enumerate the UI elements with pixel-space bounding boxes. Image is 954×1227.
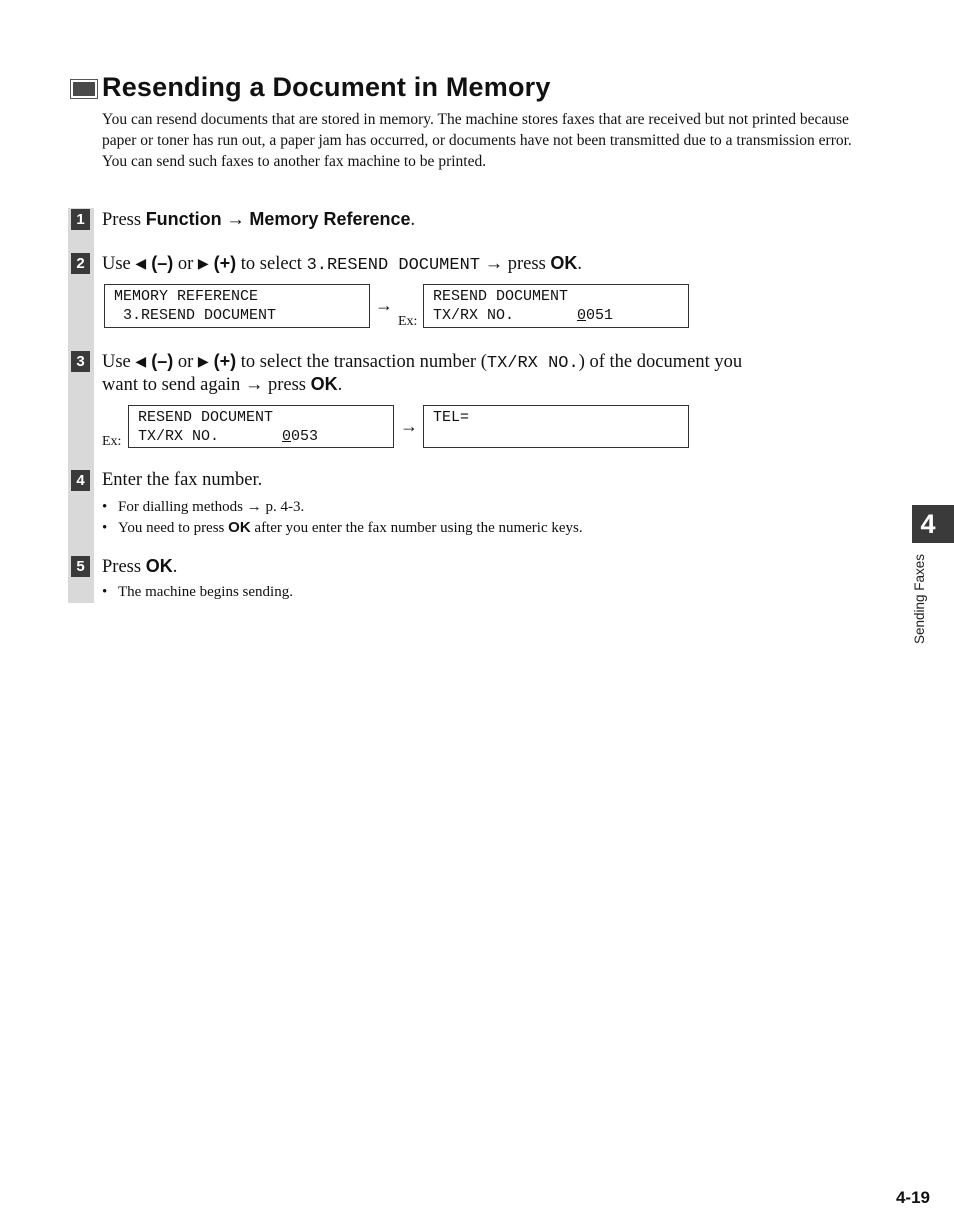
arrow-icon: → [484,254,504,274]
ok-key-label: OK [228,519,251,536]
left-triangle-icon: ◀ [135,353,147,369]
step-1-text: Press Function → Memory Reference. [102,209,416,230]
function-key-label: Function [145,209,222,229]
chapter-side-label: Sending Faxes [912,553,927,645]
bullet-item: • The machine begins sending. [102,584,293,600]
step-4-text: Enter the fax number. [102,470,263,490]
intro-paragraph-1: You can resend documents that are stored in memory. The machine stores faxes that are received but not printed because paper or toner has run out, a paper jam has occurred, or documents have not been transmitted due to a transmission error. [102,111,852,149]
lcd-display: RESEND DOCUMENT TX/RX NO. 0051 [423,284,689,328]
lcd-display: TEL= [423,405,689,448]
menu-item-code: 3.RESEND DOCUMENT [306,256,480,275]
chapter-tab: 4 [912,505,954,543]
step-2-text: Use ◀ (–) or ▶ (+) to select 3.RESEND DOCUMENT → press OK. [102,253,583,275]
step-3-text-line-2: want to send again → press OK. [102,374,343,395]
arrow-icon: → [375,295,393,315]
lcd-display: RESEND DOCUMENT TX/RX NO. 0053 [128,405,394,448]
arrow-icon: → [400,416,418,436]
page-number: 4-19 [895,1188,930,1207]
title-marker-icon [70,79,98,99]
intro-paragraph-2: You can send such faxes to another fax machine to be printed. [102,153,487,170]
transaction-code: TX/RX NO. [486,354,579,373]
left-triangle-icon: ◀ [135,255,147,271]
arrow-icon: → [244,375,264,395]
bullet-item: • For dialling methods → p. 4-3. [102,499,305,515]
step-number-3: 3 [71,351,90,372]
page-title: Resending a Document in Memory [102,72,551,102]
ok-key-label: OK [310,374,338,394]
step-5-text: Press OK. [102,556,178,577]
step-number-1: 1 [71,209,90,230]
step-number-4: 4 [71,470,90,491]
intro-text [102,109,872,172]
arrow-icon: → [226,210,245,230]
lcd-display: MEMORY REFERENCE 3.RESEND DOCUMENT [104,284,370,328]
example-label: Ex: [102,434,122,449]
right-triangle-icon: ▶ [197,353,209,369]
memory-reference-key-label: Memory Reference [249,209,411,229]
ok-key-label: OK [550,253,578,273]
step-3-text: Use ◀ (–) or ▶ (+) to select the transaction number (TX/RX NO.) of the document you [102,351,743,373]
arrow-icon: → [246,499,262,515]
right-triangle-icon: ▶ [197,255,209,271]
ok-key-label: OK [145,556,173,576]
bullet-item: • You need to press OK after you enter the fax number using the numeric keys. [102,519,583,536]
step-number-2: 2 [71,253,90,274]
step-number-5: 5 [71,556,90,577]
example-label: Ex: [398,314,418,329]
